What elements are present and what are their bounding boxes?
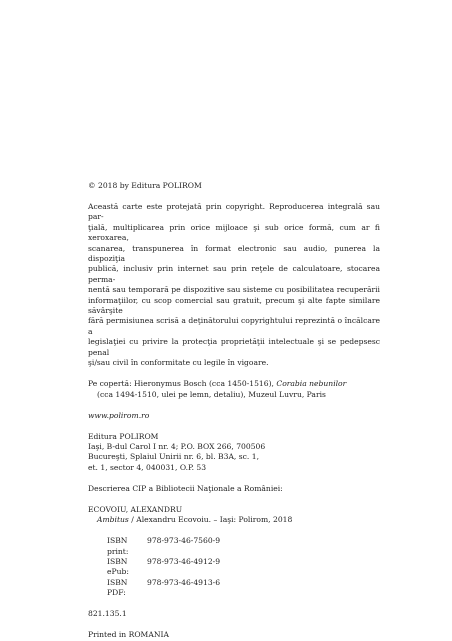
isbn-value: 978-973-46-4912-9 [147,556,221,566]
isbn-row [88,557,380,578]
cover-credit [88,379,380,400]
isbn-value: 978-973-46-4913-6 [147,577,221,587]
rights-line: Această carte este protejată prin copyright. Reproducerea integrală sau par- [88,202,380,222]
publisher-address [88,432,380,474]
rights-line: ţială, multiplicarea prin orice mijloace şi sub orice formă, cum ar fi xeroxarea, [88,222,380,243]
cover-painting-title: Corabia nebunilor [276,379,347,389]
rights-line: scanarea, transpunerea în format electronic sau audio, punerea la dispoziţia [88,243,380,264]
cip-author: ECOVOIU, ALEXANDRU [88,504,183,514]
publisher-address-line: Iaşi, B-dul Carol I nr. 4; P.O. BOX 266, 700506 [88,441,266,451]
rights-line: nentă sau temporară pe dispozitive sau sisteme cu posibilitatea recuperării [88,285,380,295]
cip-book-details: / Alexandru Ecovoiu. – Iaşi: Polirom, 2018 [128,515,293,525]
rights-paragraph [88,202,380,369]
cip-record [88,505,380,620]
rights-line: fără permisiunea scrisă a deţinătorului copyrightului reprezintă o încălcare a [88,316,380,336]
cip-heading: Descrierea CIP a Bibliotecii Naţionale a României: [88,483,283,493]
rights-line: şi/sau civil în conformitate cu legile în vigoare. [88,358,269,368]
publisher-name: Editura POLIROM [88,431,159,441]
rights-line: legislaţiei cu privire la protecţia proprietăţii intelectuale şi se pedepsesc penal [88,337,380,357]
cover-credit-prefix: Pe copertă: Hieronymus Bosch (cca 1450-1516), [88,379,277,389]
colophon-page [88,181,380,641]
isbn-label: ISBN PDF: [107,577,128,598]
cip-book-title: Ambitus [97,515,129,525]
rights-line: publică, inclusiv prin internet sau prin reţele de calculatoare, stocarea perma- [88,264,380,284]
rights-line: informaţiilor, cu scop comercial sau gratuit, precum şi alte fapte similare săvârşite [88,295,380,316]
website-link[interactable]: www.polirom.ro [88,410,150,420]
copyright-line: © 2018 by Editura POLIROM [88,181,202,190]
printed-in: Printed in ROMANIA [88,630,169,640]
publisher-address-line: Bucureşti, Splaiul Unirii nr. 6, bl. B3A, sc. 1, [88,452,259,462]
isbn-row [88,578,380,599]
isbn-label: ISBN print: [107,536,129,556]
isbn-row [88,536,380,557]
isbn-label: ISBN ePub: [107,556,129,577]
cover-credit-details: (cca 1494-1510, ulei pe lemn, detaliu), Muzeul Luvru, Paris [97,389,326,399]
cip-classification: 821.135.1 [88,609,127,619]
isbn-value: 978-973-46-7560-9 [147,536,221,546]
publisher-address-line: et. 1, sector 4, 040031, O.P. 53 [88,462,207,472]
